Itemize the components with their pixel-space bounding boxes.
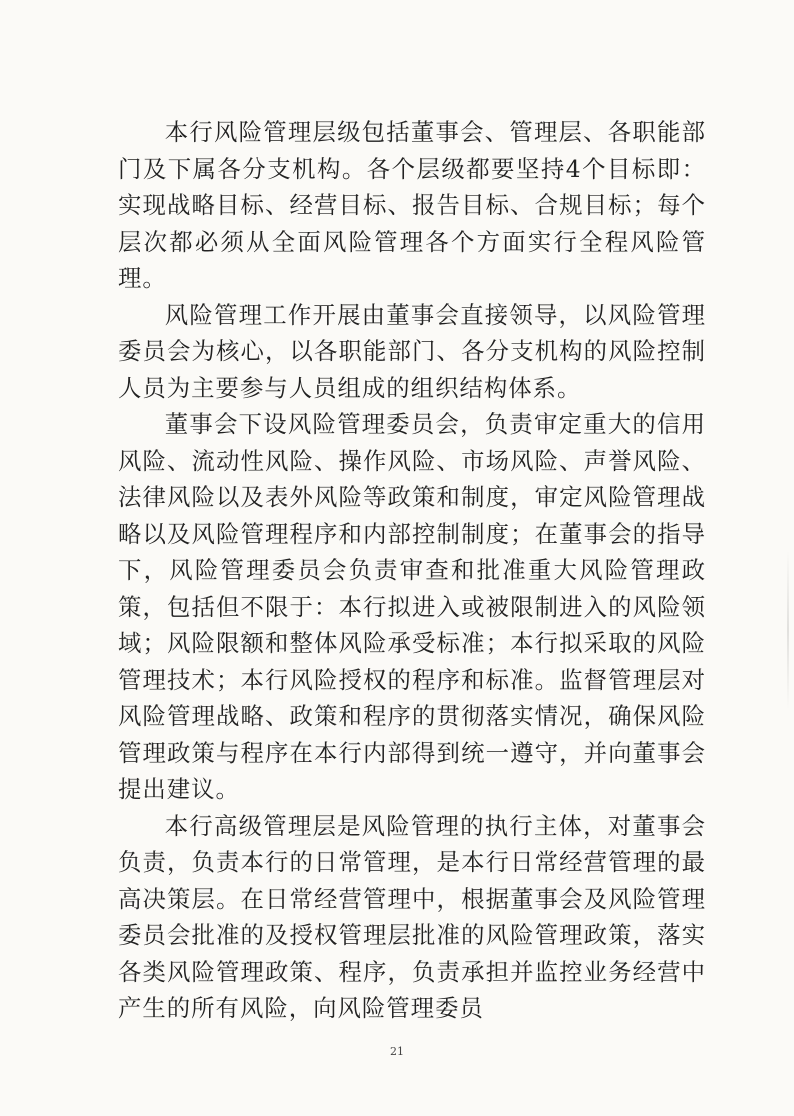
paragraph-risk-management-levels: 本行风险管理层级包括董事会、管理层、各职能部门及下属各分支机构。各个层级都要坚持4个目标即：实现战略目标、经营目标、报告目标、合规目标；每个层次都必须从全面风险管理各个方面实行全程风险管理。 [118, 118, 706, 292]
scan-edge-shadow [787, 550, 789, 710]
paragraph-risk-management-committee: 董事会下设风险管理委员会，负责审定重大的信用风险、流动性风险、操作风险、市场风险、声誉风险、法律风险以及表外风险等政策和制度，审定风险管理战略以及风险管理程序和内部控制制度；在董事会的指导下，风险管理委员会负责审查和批准重大风险管理政策，包括但不限于：本行拟进入或被限制进入的风险领域；风险限额和整体风险承受标准；本行拟采取的风险管理技术；本行风险授权的程序和标准。监督管理层对风险管理战略、政策和程序的贯彻落实情况，确保风险管理政策与程序在本行内部得到统一遵守，并向董事会提出建议。 [118, 410, 706, 803]
paragraph-organizational-structure: 风险管理工作开展由董事会直接领导，以风险管理委员会为核心，以各职能部门、各分支机构的风险控制人员为主要参与人员组成的组织结构体系。 [118, 300, 706, 402]
page-number: 21 [390, 1045, 404, 1058]
body-text [118, 114, 706, 1027]
paragraph-senior-management: 本行高级管理层是风险管理的执行主体，对董事会负责，负责本行的日常管理，是本行日常经营管理的最高决策层。在日常经营管理中，根据董事会及风险管理委员会批准的及授权管理层批准的风险管理政策，落实各类风险管理政策、程序，负责承担并监控业务经营中产生的所有风险，向风险管理委员 [118, 811, 706, 1022]
